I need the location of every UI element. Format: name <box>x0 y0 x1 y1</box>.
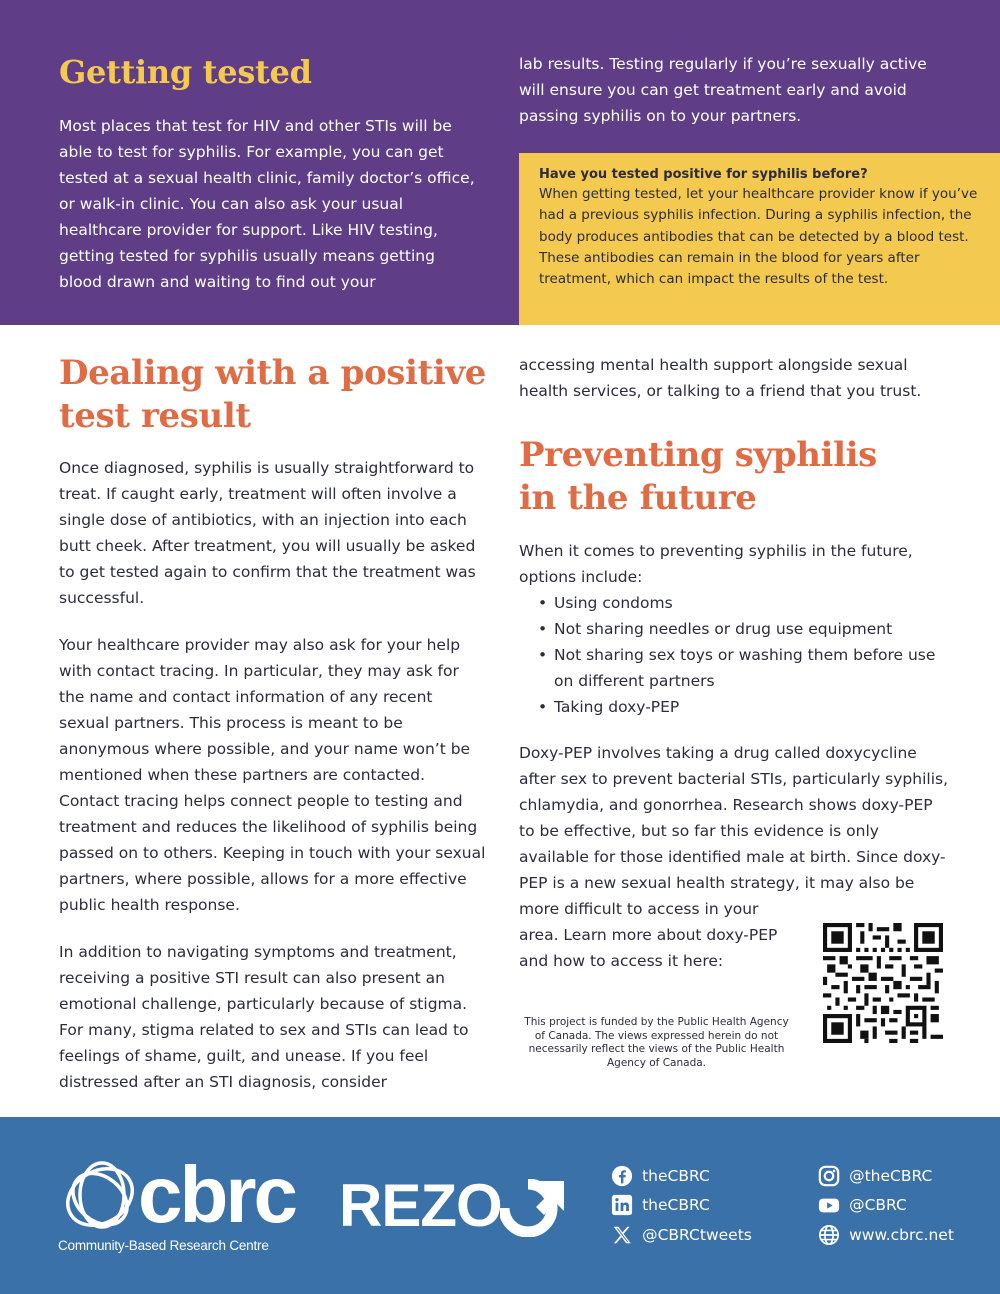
footer <box>0 1117 1000 1294</box>
doxy-pep-qr-code[interactable] <box>823 923 943 1043</box>
linkedin-handle: theCBRC <box>642 1196 710 1214</box>
getting-tested-paragraph-continued: lab results. Testing regularly if you’re sexually active will ensure you can get treatment early and avoid passing syphilis on to your partners. <box>519 55 927 125</box>
globe-icon <box>818 1224 840 1246</box>
social-facebook[interactable] <box>611 1165 710 1187</box>
callout-body: When getting tested, let your healthcare provider know if you’ve had a previous syphilis infection. During a syphilis infection, the body produces antibodies that can be detected by a blood test. These antibodies can remain in the blood for years after treatment, which can impact the results of the test. <box>539 186 978 288</box>
getting-tested-paragraph: Most places that test for HIV and other STIs will be able to test for syphilis. For example, you can get tested at a sexual health clinic, family doctor’s office, or walk-in clinic. You can also ask your usual healthcare provider for support. Like HIV testing, getting tested for syphilis usually means getting blood drawn and waiting to find out your <box>59 117 475 291</box>
cbrc-tagline: Community-Based Research Centre <box>58 1238 269 1253</box>
list-item: • Using condoms <box>519 590 939 616</box>
linkedin-icon <box>611 1194 633 1216</box>
cbrc-wordmark: cbrc <box>138 1150 295 1239</box>
preventing-intro: When it comes to preventing syphilis in the future, options include: <box>519 542 913 586</box>
rezo-arrow-icon <box>500 1179 568 1237</box>
instagram-handle: @theCBRC <box>849 1167 933 1185</box>
preventing-heading-line1: Preventing syphilis <box>519 435 877 475</box>
positive-result-paragraph-3: In addition to navigating symptoms and treatment, receiving a positive STI result can also present an emotional challenge, particularly because of stigma. For many, stigma related to sex and STIs can lead to feelings of shame, guilt, and unease. If you feel distressed after an STI diagnosis, consider <box>59 943 469 1091</box>
funding-disclaimer: This project is funded by the Public Health Agency of Canada. The views expressed herein do not necessarily reflect the views of the Public Health Agency of Canada. <box>524 1016 789 1069</box>
getting-tested-heading: Getting tested <box>59 53 312 91</box>
positive-result-heading-line2: test result <box>59 396 251 436</box>
youtube-handle: @CBRC <box>849 1196 907 1214</box>
doxy-pep-paragraph: Doxy-PEP involves taking a drug called doxycycline after sex to prevent bacterial STIs, particularly syphilis, chlamydia, and gonorrhea. Research shows doxy-PEP to be effective, but so far this evidence is only available for those identified male at birth. Since doxy-PEP is a new sexual health strategy, it may also be more difficult to access in your area. Learn more about doxy-PEP and how to access it here: <box>519 744 949 970</box>
prevention-options-list <box>519 590 939 720</box>
website-link: www.cbrc.net <box>849 1226 954 1244</box>
social-linkedin[interactable] <box>611 1194 710 1216</box>
social-x[interactable] <box>611 1224 752 1246</box>
previous-infection-callout <box>519 153 1000 325</box>
positive-result-paragraph-1: Once diagnosed, syphilis is usually straightforward to treat. If caught early, treatment will often involve a single dose of antibiotics, with an injection into each butt cheek. After treatment, you will usually be asked to get tested again to confirm that the treatment was successful. <box>59 459 476 607</box>
callout-title: Have you tested positive for syphilis before? <box>539 167 868 182</box>
youtube-icon <box>818 1194 840 1216</box>
list-item: • Not sharing sex toys or washing them before use on different partners <box>519 642 939 694</box>
facebook-handle: theCBRC <box>642 1167 710 1185</box>
x-handle: @CBRCtweets <box>642 1226 752 1244</box>
positive-result-heading <box>59 352 499 438</box>
list-item: • Not sharing needles or drug use equipment <box>519 616 939 642</box>
instagram-icon <box>818 1165 840 1187</box>
positive-result-paragraph-2: Your healthcare provider may also ask for your help with contact tracing. In particular, they may ask for the name and contact information of any recent sexual partners. This process is meant to be anonymous where possible, and your name won’t be mentioned when these partners are contacted. Contact tracing helps connect people to testing and treatment and reduces the likelihood of syphilis being passed on to others. Keeping in touch with your sexual partners, where possible, allows for a more effective public health response. <box>59 636 486 914</box>
list-item: • Taking doxy-PEP <box>519 694 939 720</box>
positive-result-heading-line1: Dealing with a positive <box>59 353 486 393</box>
preventing-heading-line2: in the future <box>519 478 757 518</box>
preventing-heading <box>519 434 959 520</box>
x-icon <box>611 1224 633 1246</box>
social-web[interactable] <box>818 1224 954 1246</box>
positive-result-paragraph-3-continued: accessing mental health support alongside sexual health services, or talking to a friend that you trust. <box>519 356 922 400</box>
cbrc-logo-icon <box>58 1157 148 1247</box>
rezo-wordmark: REZO <box>339 1172 502 1239</box>
facebook-icon <box>611 1165 633 1187</box>
social-youtube[interactable] <box>818 1194 907 1216</box>
social-instagram[interactable] <box>818 1165 932 1187</box>
